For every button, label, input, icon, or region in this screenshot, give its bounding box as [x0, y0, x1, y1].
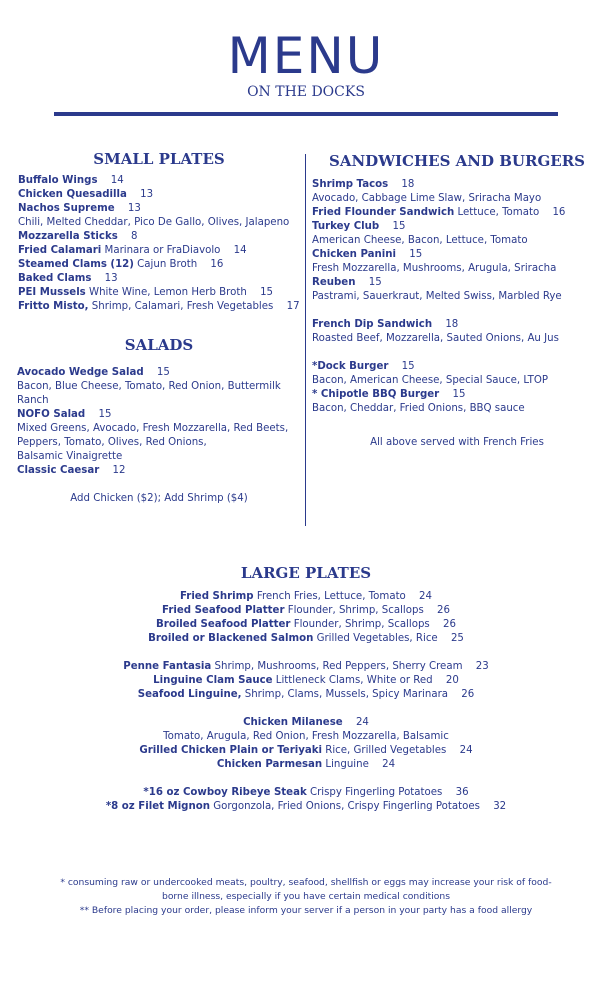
column-divider	[305, 154, 306, 526]
item-name: Fried Shrimp	[179, 591, 254, 602]
item-description: French Fries, Lettuce, Tomato	[256, 591, 406, 602]
item-description: Ranch	[17, 395, 49, 406]
menu-item	[0, 772, 612, 786]
menu-item	[312, 346, 602, 360]
item-description: Avocado, Cabbage Lime Slaw, Sriracha Mayo	[312, 193, 542, 204]
menu-item	[17, 436, 301, 450]
item-name: Steamed Clams (12)	[18, 259, 134, 270]
item-price: 16	[210, 259, 224, 270]
menu-item	[312, 360, 602, 374]
item-price: 15	[452, 389, 466, 400]
sandwiches-list	[312, 178, 602, 416]
item-description: Grilled Vegetables, Rice	[316, 633, 438, 644]
item-name: Fried Calamari	[18, 245, 102, 256]
item-description: Shrimp, Mushrooms, Red Peppers, Sherry Cream	[214, 661, 463, 672]
salads-list	[17, 366, 301, 478]
menu-item	[312, 276, 602, 290]
menu-item	[312, 304, 602, 318]
item-price: 24	[459, 745, 473, 756]
menu-item	[312, 318, 602, 332]
item-name: Linguine Clam Sauce	[153, 675, 273, 686]
item-price: 32	[493, 801, 507, 812]
item-name: Shrimp Tacos	[312, 179, 389, 190]
item-description: Crispy Fingerling Potatoes	[309, 787, 443, 798]
salads-addon: Add Chicken ($2); Add Shrimp ($4)	[70, 493, 248, 504]
sandwiches-title: SANDWICHES AND BURGERS	[329, 152, 585, 170]
item-name: *16 oz Cowboy Ribeye Steak	[143, 787, 307, 798]
menu-item	[312, 234, 602, 248]
menu-item	[312, 178, 602, 192]
menu-item	[17, 422, 301, 436]
menu-item	[18, 244, 300, 258]
menu-item	[18, 202, 300, 216]
item-price: 25	[450, 633, 464, 644]
menu-item	[312, 248, 602, 262]
item-name: Broiled or Blackened Salmon	[148, 633, 314, 644]
item-name: French Dip Sandwich	[312, 319, 433, 330]
item-description: Cajun Broth	[137, 259, 198, 270]
item-price: 18	[445, 319, 459, 330]
item-description: Roasted Beef, Mozzarella, Sauted Onions, Au Jus	[312, 333, 559, 344]
menu-item	[0, 660, 612, 674]
item-name: Fried Flounder Sandwich	[312, 207, 455, 218]
menu-item	[312, 206, 602, 220]
menu-item	[18, 300, 300, 314]
item-price: 15	[401, 361, 415, 372]
menu-item	[0, 618, 612, 632]
item-description: Rice, Grilled Vegetables	[325, 745, 447, 756]
item-name: Avocado Wedge Salad	[17, 367, 144, 378]
footer-allergy-note: ** Before placing your order, please inform your server if a person in your party has a food allergy	[79, 905, 533, 916]
item-name: *Dock Burger	[312, 361, 389, 372]
item-name: Chicken Panini	[312, 249, 397, 260]
item-name: Chicken Parmesan	[216, 759, 323, 770]
item-price: 26	[442, 619, 456, 630]
header-divider	[54, 112, 558, 116]
item-name: *8 oz Filet Mignon	[105, 801, 210, 812]
item-description: Shrimp, Calamari, Fresh Vegetables	[91, 301, 274, 312]
item-price: 15	[368, 277, 382, 288]
menu-item	[17, 408, 301, 422]
item-price: 8	[131, 231, 138, 242]
item-name: Broiled Seafood Platter	[156, 619, 291, 630]
item-description: Flounder, Shrimp, Scallops	[287, 605, 424, 616]
small-plates-section	[18, 152, 300, 314]
menu-subtitle: ON THE DOCKS	[247, 84, 365, 100]
item-description: White Wine, Lemon Herb Broth	[89, 287, 247, 298]
item-name: Chicken Milanese	[243, 717, 343, 728]
item-price: 18	[401, 179, 415, 190]
item-name: Mozzarella Sticks	[18, 231, 118, 242]
menu-item	[312, 388, 602, 402]
menu-item	[18, 258, 300, 272]
large-plates-list	[0, 590, 612, 814]
menu-item	[18, 216, 300, 230]
small-plates-list	[18, 174, 300, 314]
item-price: 24	[382, 759, 396, 770]
menu-item	[17, 450, 301, 464]
item-price: 15	[156, 367, 170, 378]
menu-item	[0, 632, 612, 646]
menu-item	[312, 374, 602, 388]
item-name: * Chipotle BBQ Burger	[312, 389, 440, 400]
menu-item	[0, 702, 612, 716]
menu-item	[17, 380, 301, 394]
menu-title: MENU	[227, 27, 385, 85]
item-description: Linguine	[325, 759, 369, 770]
item-description: Bacon, Blue Cheese, Tomato, Red Onion, Buttermilk	[17, 381, 281, 392]
item-price: 13	[104, 273, 118, 284]
item-price: 36	[455, 787, 469, 798]
item-description: Bacon, Cheddar, Fried Onions, BBQ sauce	[312, 403, 525, 414]
item-description: Fresh Mozzarella, Mushrooms, Arugula, Sriracha	[312, 263, 557, 274]
item-price: 17	[286, 301, 300, 312]
item-price: 24	[355, 717, 369, 728]
item-name: Fritto Misto,	[18, 301, 89, 312]
menu-item	[0, 590, 612, 604]
item-description: Pastrami, Sauerkraut, Melted Swiss, Marbled Rye	[312, 291, 562, 302]
footer-warning-1: * consuming raw or undercooked meats, poultry, seafood, shellfish or eggs may increase your risk of food-	[60, 877, 552, 888]
item-description: Littleneck Clams, White or Red	[275, 675, 433, 686]
item-price: 13	[127, 203, 141, 214]
menu-item	[17, 394, 301, 408]
menu-item	[18, 174, 300, 188]
footer-warning-2: borne illness, especially if you have certain medical conditions	[161, 891, 451, 902]
item-description: Lettuce, Tomato	[457, 207, 540, 218]
item-price: 15	[409, 249, 423, 260]
item-description: Mixed Greens, Avocado, Fresh Mozzarella, Red Beets,	[17, 423, 289, 434]
salads-title: SALADS	[124, 336, 194, 354]
item-price: 15	[98, 409, 112, 420]
item-price: 14	[110, 175, 124, 186]
large-plates-section	[0, 566, 612, 814]
item-description: Bacon, American Cheese, Special Sauce, LTOP	[312, 375, 548, 386]
item-name: Classic Caesar	[17, 465, 100, 476]
menu-item	[0, 758, 612, 772]
item-name: Baked Clams	[18, 273, 92, 284]
item-price: 12	[112, 465, 126, 476]
menu-item	[0, 674, 612, 688]
item-description: Tomato, Arugula, Red Onion, Fresh Mozzarella, Balsamic	[163, 731, 449, 742]
item-price: 15	[260, 287, 274, 298]
item-name: Nachos Supreme	[18, 203, 115, 214]
large-plates-title: LARGE PLATES	[240, 564, 372, 582]
item-name: Buffalo Wings	[18, 175, 98, 186]
small-plates-title: SMALL PLATES	[93, 150, 225, 168]
item-name: Penne Fantasia	[123, 661, 212, 672]
menu-item	[312, 192, 602, 206]
menu-item	[312, 290, 602, 304]
item-price: 13	[140, 189, 154, 200]
item-description: Peppers, Tomato, Olives, Red Onions,	[17, 437, 207, 448]
menu-item	[0, 786, 612, 800]
menu-item	[0, 716, 612, 730]
menu-item	[0, 800, 612, 814]
item-name: NOFO Salad	[17, 409, 86, 420]
menu-item	[0, 604, 612, 618]
item-name: Grilled Chicken Plain or Teriyaki	[139, 745, 322, 756]
salads-section	[17, 338, 301, 506]
menu-item	[18, 272, 300, 286]
item-description: Marinara or FraDiavolo	[104, 245, 221, 256]
menu-item	[18, 230, 300, 244]
item-description: Flounder, Shrimp, Scallops	[293, 619, 430, 630]
menu-item	[18, 188, 300, 202]
item-description: Shrimp, Clams, Mussels, Spicy Marinara	[244, 689, 448, 700]
menu-item	[0, 646, 612, 660]
menu-item	[312, 402, 602, 416]
item-price: 20	[445, 675, 459, 686]
item-name: Chicken Quesadilla	[18, 189, 127, 200]
item-price: 16	[552, 207, 566, 218]
sandwiches-note: All above served with French Fries	[370, 437, 544, 448]
menu-item	[17, 366, 301, 380]
item-price: 24	[419, 591, 433, 602]
item-description: American Cheese, Bacon, Lettuce, Tomato	[312, 235, 528, 246]
item-price: 26	[437, 605, 450, 616]
item-description: Gorgonzola, Fried Onions, Crispy Fingerling Potatoes	[213, 801, 480, 812]
item-name: Turkey Club	[312, 221, 380, 232]
sandwiches-section	[312, 154, 602, 450]
item-price: 15	[392, 221, 406, 232]
item-price: 26	[461, 689, 475, 700]
menu-item	[0, 688, 612, 702]
item-name: Seafood Linguine,	[137, 689, 242, 700]
item-description: Balsamic Vinaigrette	[17, 451, 123, 462]
item-name: Reuben	[312, 277, 356, 288]
item-name: PEI Mussels	[18, 287, 86, 298]
menu-item	[312, 220, 602, 234]
menu-item	[312, 262, 602, 276]
menu-item	[17, 464, 301, 478]
menu-item	[18, 286, 300, 300]
item-description: Chili, Melted Cheddar, Pico De Gallo, Olives, Jalapeno	[18, 217, 290, 228]
item-price: 23	[475, 661, 489, 672]
menu-item	[312, 332, 602, 346]
item-price: 14	[233, 245, 247, 256]
menu-item	[0, 744, 612, 758]
menu-item	[0, 730, 612, 744]
item-name: Fried Seafood Platter	[162, 605, 285, 616]
